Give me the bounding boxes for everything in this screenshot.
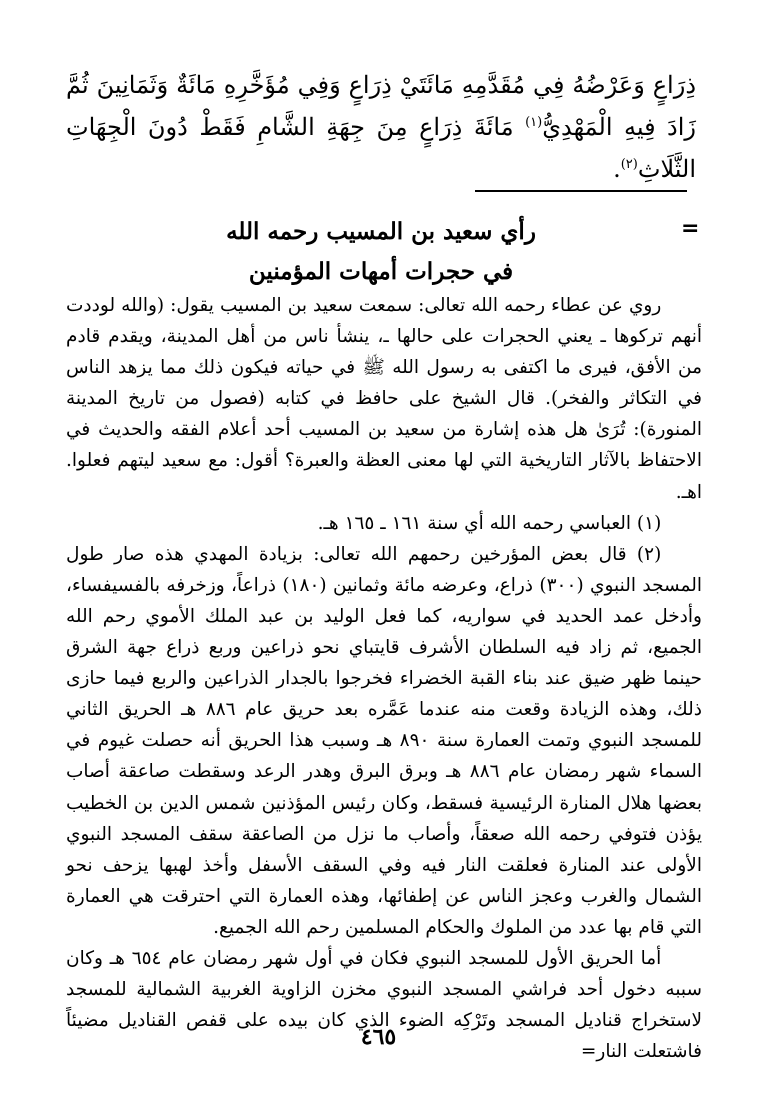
- section-heading: [66, 212, 696, 292]
- quran-verse: [66, 66, 696, 188]
- heading-line-1: رأي سعيد بن المسيب رحمه الله: [226, 218, 536, 245]
- section-separator: [475, 190, 687, 192]
- continuation-mark: =: [580, 1041, 597, 1063]
- body-text: [66, 290, 702, 1067]
- footnote-ref-2: (٢): [620, 157, 638, 172]
- footnote-ref-1: (١): [525, 115, 543, 130]
- footnote-2: (٢) قال بعض المؤرخين رحمهم الله تعالى: بزيادة المهدي هذه صار طول المسجد النبوي (٣٠٠) ذراع، وعرضه مائة وثمانين (١٨٠) ذراعاً، وزخرفه بالفسيفساء، وأدخل عمد الحديد في سواريه، كما فعل الوليد بن عبد الملك الأموي رحم الله الجميع، ثم زاد فيه السلطان الأشرف قايتباي نحو ذراعين وربع ذراع جهة الشرق حينما ظهر ضيق عند بناء القبة الخضراء فخرجوا بالجدار الذراعين والربع فيما حازى ذلك، وهذه الزيادة وقعت منه عندما عَمَّره بعد حريق عام ٨٨٦ هـ الحريق الثاني للمسجد النبوي وتمت العمارة سنة ٨٩٠ هـ وسبب هذا الحريق أنه حصلت غيوم في السماء شهر رمضان عام ٨٨٦ هـ وبرق البرق وهدر الرعد وسقطت صاعقة أصاب بعضها هلال المنارة الرئيسية فسقط، وكان رئيس المؤذنين شمس الدين بن الخطيب يؤذن فتوفي رحمه الله صعقاً، وأصاب ما نزل من الصاعقة سقف المسجد النبوي الأولى عند المنارة فعلقت النار فيه وفي السقف الأسفل وأخذ لهبها يزحف نحو الشمال والغرب وعجز الناس عن إطفائها، وهذه العمارة التي احترقت هي العمارة التي قام بها عدد من الملوك والحكام المسلمين رحم الله الجميع.: [66, 543, 702, 938]
- paragraph-3-text: أما الحريق الأول للمسجد النبوي فكان في أول شهر رمضان عام ٦٥٤ هـ وكان سببه دخول أحد فراشي المسجد النبوي مخزن الزاوية الغربية الشمالية للمسجد لاستخراج قناديل المسجد وتَرْكِه الضوء الذي كان بيده على قفص القناديل مضيئاً فاشتعلت النار: [66, 947, 702, 1063]
- verse-text-2: مَائَةَ ذِرَاعٍ مِنَ جِهَةِ الشَّامِ فَقَطْ دُونَ الْجِهَاتِ الثَّلَاثِ: [66, 113, 696, 183]
- quran-verse-block: [66, 66, 696, 188]
- verse-text: ذِرَاعٍ وَعَرْضُهُ فِي مُقَدَّمِهِ مَائَتَيْ ذِرَاعٍ وَفِي مُؤَخَّرِهِ مَائَةٌ وَثَمَانِينَ ثُمَّ زَادَ فِيهِ الْمَهْدِيُّ: [66, 71, 697, 141]
- page-number: ٤٦٥: [360, 1024, 397, 1050]
- heading-marker: =: [681, 216, 700, 241]
- verse-end: .: [613, 155, 621, 183]
- heading-line-2: في حجرات أمهات المؤمنين: [248, 258, 514, 285]
- paragraph-1: روي عن عطاء رحمه الله تعالى: سمعت سعيد بن المسيب يقول: (والله لوددت أنهم تركوها ـ يعني الحجرات على حالها ـ، ينشأ ناس من أهل المدينة، ويقدم قادم من الأفق، فيرى ما اكتفى به رسول الله ﷺ في حياته فيكون ذلك مما يزهد الناس في التكاثر والفخر). قال الشيخ على حافظ في كتابه (فصول من تاريخ المدينة المنورة): تُرَىٰ هل هذه إشارة من سعيد بن المسيب أحد أعلام الفقه والحديث في الاحتفاظ بالآثار التاريخية التي لها معنى العظة والعبرة؟ أقول: مع سعيد ليتهم فعلوا. اهـ.: [66, 295, 702, 503]
- footnote-1: (١) العباسي رحمه الله أي سنة ١٦١ ـ ١٦٥ هـ.: [317, 512, 662, 534]
